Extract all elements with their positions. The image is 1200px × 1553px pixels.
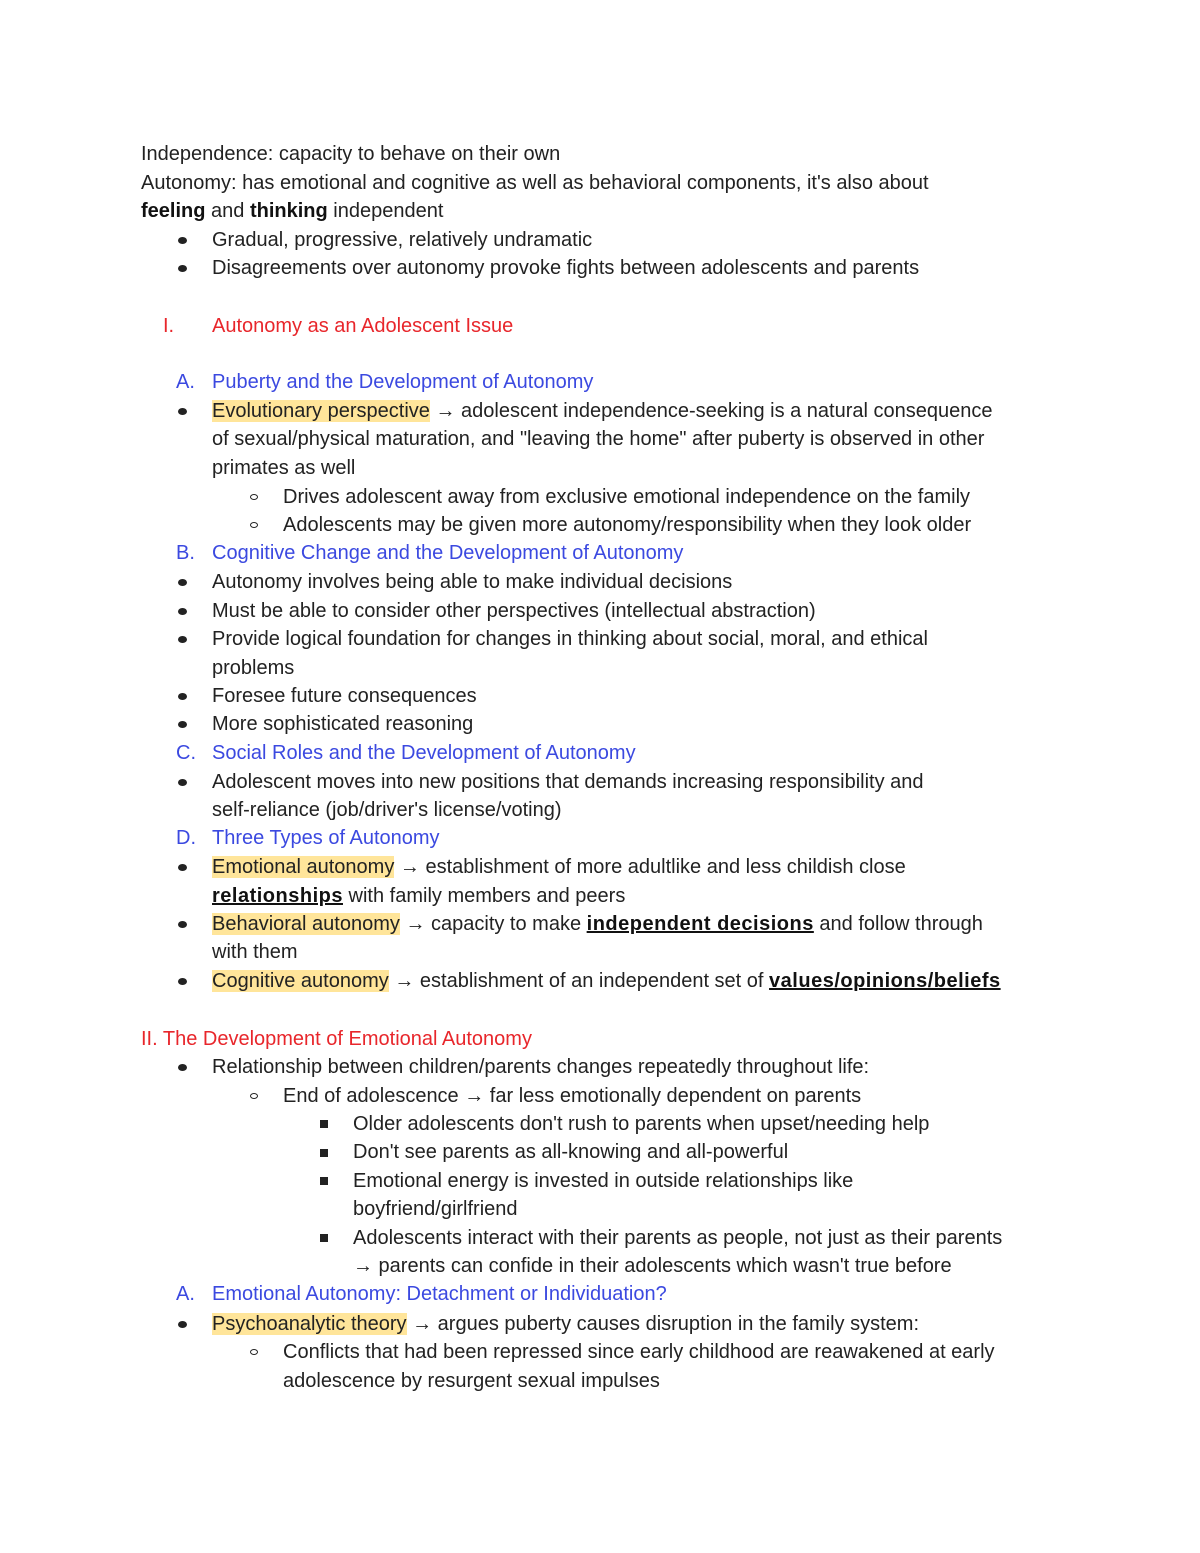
sub-sub-list-item-cont: → parents can confide in their adolescents which wasn't true before xyxy=(353,1255,952,1277)
highlighted-term: Evolutionary perspective xyxy=(212,400,430,422)
circle-bullet-icon xyxy=(250,1093,258,1099)
square-bullet-icon xyxy=(320,1149,328,1157)
list-item-cont: primates as well xyxy=(212,457,356,479)
bullet-icon xyxy=(178,978,187,985)
bullet-icon xyxy=(178,237,187,244)
list-item: More sophisticated reasoning xyxy=(212,713,474,735)
square-bullet-icon xyxy=(320,1120,328,1128)
list-item: Autonomy involves being able to make individual decisions xyxy=(212,571,733,593)
list-item: Cognitive autonomy → establishment of an independent set of values/opinions/beliefs xyxy=(212,970,1001,992)
list-item-cont: of sexual/physical maturation, and "leaving the home" after puberty is observed in other xyxy=(212,428,985,450)
bullet-icon xyxy=(178,408,187,415)
highlighted-term: Psychoanalytic theory xyxy=(212,1313,407,1335)
subsection-letter: A. xyxy=(176,371,195,393)
list-item-cont: relationships with family members and peers xyxy=(212,885,626,907)
subsection-letter: D. xyxy=(176,827,196,849)
list-item: Must be able to consider other perspectives (intellectual abstraction) xyxy=(212,600,816,622)
sub-list-item-cont: adolescence by resurgent sexual impulses xyxy=(283,1370,660,1392)
list-item-cont: self-reliance (job/driver's license/voting) xyxy=(212,799,562,821)
circle-bullet-icon xyxy=(250,522,258,528)
section-heading: Autonomy as an Adolescent Issue xyxy=(212,315,514,337)
subsection-heading: Social Roles and the Development of Autonomy xyxy=(212,742,636,764)
bullet-icon xyxy=(178,1321,187,1328)
autonomy-definition-cont: feeling and thinking independent xyxy=(141,200,444,222)
circle-bullet-icon xyxy=(250,1349,258,1355)
key-term: independent decisions xyxy=(586,913,814,935)
list-item: Foresee future consequences xyxy=(212,685,477,707)
bullet-icon xyxy=(178,921,187,928)
circle-bullet-icon xyxy=(250,494,258,500)
independence-definition: Independence: capacity to behave on their own xyxy=(141,143,561,165)
subsection-heading: Puberty and the Development of Autonomy xyxy=(212,371,594,393)
list-item: Disagreements over autonomy provoke fights between adolescents and parents xyxy=(212,257,920,279)
list-item: Psychoanalytic theory → argues puberty causes disruption in the family system: xyxy=(212,1313,920,1335)
highlighted-term: Emotional autonomy xyxy=(212,856,395,878)
sub-list-item: End of adolescence → far less emotionally dependent on parents xyxy=(283,1085,862,1107)
key-term: values/opinions/beliefs xyxy=(769,970,1001,992)
list-item: Adolescent moves into new positions that demands increasing responsibility and xyxy=(212,771,924,793)
highlighted-term: Cognitive autonomy xyxy=(212,970,389,992)
bullet-icon xyxy=(178,1064,187,1071)
list-item: Evolutionary perspective → adolescent independence-seeking is a natural consequence xyxy=(212,400,993,422)
autonomy-definition: Autonomy: has emotional and cognitive as well as behavioral components, it's also about xyxy=(141,172,929,194)
list-item-cont: problems xyxy=(212,657,295,679)
bullet-icon xyxy=(178,693,187,700)
sub-list-item: Conflicts that had been repressed since early childhood are reawakened at early xyxy=(283,1341,995,1363)
section-numeral: I. xyxy=(163,315,175,337)
section-heading: II. The Development of Emotional Autonomy xyxy=(141,1028,532,1050)
list-item: Relationship between children/parents changes repeatedly throughout life: xyxy=(212,1056,870,1078)
list-item: Gradual, progressive, relatively undramatic xyxy=(212,229,593,251)
subsection-heading: Emotional Autonomy: Detachment or Individuation? xyxy=(212,1283,667,1305)
list-item-cont: with them xyxy=(212,941,298,963)
bullet-icon xyxy=(178,608,187,615)
sub-sub-list-item: Don't see parents as all-knowing and all-powerful xyxy=(353,1141,789,1163)
list-item: Behavioral autonomy → capacity to make independent decisions and follow through xyxy=(212,913,983,935)
highlighted-term: Behavioral autonomy xyxy=(212,913,400,935)
bullet-icon xyxy=(178,636,187,643)
bullet-icon xyxy=(178,864,187,871)
key-term: relationships xyxy=(212,885,343,907)
subsection-letter: B. xyxy=(176,542,195,564)
list-item: Emotional autonomy → establishment of more adultlike and less childish close xyxy=(212,856,906,878)
subsection-heading: Three Types of Autonomy xyxy=(212,827,440,849)
list-item: Provide logical foundation for changes in thinking about social, moral, and ethical xyxy=(212,628,928,650)
subsection-heading: Cognitive Change and the Development of Autonomy xyxy=(212,542,684,564)
subsection-letter: C. xyxy=(176,742,196,764)
sub-sub-list-item: Emotional energy is invested in outside relationships like xyxy=(353,1170,854,1192)
bullet-icon xyxy=(178,779,187,786)
sub-sub-list-item-cont: boyfriend/girlfriend xyxy=(353,1198,518,1220)
square-bullet-icon xyxy=(320,1177,328,1185)
bullet-icon xyxy=(178,721,187,728)
sub-sub-list-item: Older adolescents don't rush to parents when upset/needing help xyxy=(353,1113,930,1135)
subsection-letter: A. xyxy=(176,1283,195,1305)
sub-sub-list-item: Adolescents interact with their parents as people, not just as their parents xyxy=(353,1227,1003,1249)
bullet-icon xyxy=(178,265,187,272)
square-bullet-icon xyxy=(320,1234,328,1242)
sub-list-item: Drives adolescent away from exclusive emotional independence on the family xyxy=(283,486,971,508)
bullet-icon xyxy=(178,579,187,586)
sub-list-item: Adolescents may be given more autonomy/responsibility when they look older xyxy=(283,514,972,536)
